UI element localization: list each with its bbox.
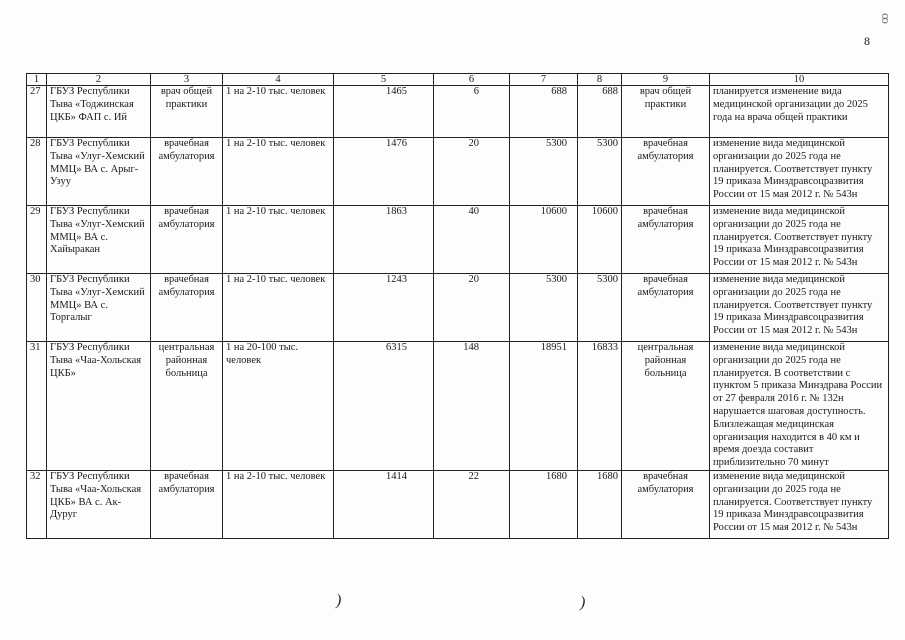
note: изменение вида медицинской организации до 2025 года не планируется. Соответствует пункту 19 приказа Минздравсоцразвития России от 15 мая 2012 г. № 543н (710, 138, 889, 206)
header-cell: 1 (27, 74, 47, 86)
header-cell: 10 (710, 74, 889, 86)
org-name: ГБУЗ Республики Тыва «Тоджинская ЦКБ» ФАП с. Ий (47, 86, 151, 138)
org-type: центральная районная больница (151, 342, 223, 471)
org-type-2025: врач общей практики (622, 86, 710, 138)
value-col8: 5300 (578, 138, 622, 206)
table-row (27, 470, 889, 538)
table-row (27, 138, 889, 206)
org-type-2025: центральная районная больница (622, 342, 710, 471)
header-cell: 2 (47, 74, 151, 86)
org-type: врачебная амбулатория (151, 206, 223, 274)
org-name: ГБУЗ Республики Тыва «Чаа-Хольская ЦКБ» ВА с. Ак-Дуруг (47, 470, 151, 538)
header-cell: 6 (434, 74, 510, 86)
header-row (27, 74, 889, 86)
row-number: 31 (27, 342, 47, 471)
value-col6: 20 (434, 138, 510, 206)
table-body (27, 74, 889, 539)
value-col6: 148 (434, 342, 510, 471)
value-col5: 1476 (334, 138, 434, 206)
value-col8: 16833 (578, 342, 622, 471)
org-type-2025: врачебная амбулатория (622, 274, 710, 342)
table-row (27, 86, 889, 138)
norm: 1 на 2-10 тыс. человек (223, 470, 334, 538)
org-type-2025: врачебная амбулатория (622, 470, 710, 538)
value-col5: 1863 (334, 206, 434, 274)
header-cell: 8 (578, 74, 622, 86)
row-number: 29 (27, 206, 47, 274)
org-type: врач общей практики (151, 86, 223, 138)
value-col8: 5300 (578, 274, 622, 342)
bottom-mark: ) (580, 594, 586, 611)
org-type: врачебная амбулатория (151, 470, 223, 538)
norm: 1 на 2-10 тыс. человек (223, 138, 334, 206)
value-col7: 5300 (510, 274, 578, 342)
value-col7: 18951 (510, 342, 578, 471)
bottom-mark: ) (336, 592, 342, 609)
header-cell: 7 (510, 74, 578, 86)
org-name: ГБУЗ Республики Тыва «Улуг-Хемский ММЦ» ВА с. Хайыракан (47, 206, 151, 274)
norm: 1 на 20-100 тыс. человек (223, 342, 334, 471)
org-type: врачебная амбулатория (151, 274, 223, 342)
value-col6: 22 (434, 470, 510, 538)
table-row (27, 342, 889, 471)
value-col5: 1465 (334, 86, 434, 138)
org-name: ГБУЗ Республики Тыва «Улуг-Хемский ММЦ» ВА с. Арыг-Узуу (47, 138, 151, 206)
value-col6: 6 (434, 86, 510, 138)
row-number: 27 (27, 86, 47, 138)
row-number: 32 (27, 470, 47, 538)
org-name: ГБУЗ Республики Тыва «Чаа-Хольская ЦКБ» (47, 342, 151, 471)
norm: 1 на 2-10 тыс. человек (223, 86, 334, 138)
org-type: врачебная амбулатория (151, 138, 223, 206)
note: изменение вида медицинской организации до 2025 года не планируется. Соответствует пункту 19 приказа Минздравсоцразвития России от 15 мая 2012 г. № 543н (710, 206, 889, 274)
header-cell: 5 (334, 74, 434, 86)
value-col7: 10600 (510, 206, 578, 274)
value-col7: 5300 (510, 138, 578, 206)
org-type-2025: врачебная амбулатория (622, 138, 710, 206)
value-col6: 40 (434, 206, 510, 274)
value-col7: 688 (510, 86, 578, 138)
header-cell: 9 (622, 74, 710, 86)
row-number: 28 (27, 138, 47, 206)
note: изменение вида медицинской организации до 2025 года не планируется. В соответствии с пунктом 5 приказа Минздрава России от 27 февраля 2016 г. № 132н нарушается шаговая доступность. Близлежащая медицинская организация находится в 40 км и время доезда составит приблизительно 70 минут (710, 342, 889, 471)
norm: 1 на 2-10 тыс. человек (223, 206, 334, 274)
value-col5: 1414 (334, 470, 434, 538)
value-col7: 1680 (510, 470, 578, 538)
row-number: 30 (27, 274, 47, 342)
org-name: ГБУЗ Республики Тыва «Улуг-Хемский ММЦ» ВА с. Торгалыг (47, 274, 151, 342)
norm: 1 на 2-10 тыс. человек (223, 274, 334, 342)
value-col6: 20 (434, 274, 510, 342)
corner-mark: ꝏ (879, 13, 891, 24)
header-cell: 3 (151, 74, 223, 86)
org-type-2025: врачебная амбулатория (622, 206, 710, 274)
table-row (27, 274, 889, 342)
value-col5: 1243 (334, 274, 434, 342)
note: планируется изменение вида медицинской организации до 2025 года на врача общей практики (710, 86, 889, 138)
note: изменение вида медицинской организации до 2025 года не планируется. Соответствует пункту 19 приказа Минздравсоцразвития России от 15 мая 2012 г. № 543н (710, 470, 889, 538)
document-table (26, 73, 889, 539)
page-number: 8 (864, 34, 870, 48)
header-cell: 4 (223, 74, 334, 86)
value-col8: 1680 (578, 470, 622, 538)
value-col8: 688 (578, 86, 622, 138)
table-row (27, 206, 889, 274)
note: изменение вида медицинской организации до 2025 года не планируется. Соответствует пункту 19 приказа Минздравсоцразвития России от 15 мая 2012 г. № 543н (710, 274, 889, 342)
value-col5: 6315 (334, 342, 434, 471)
value-col8: 10600 (578, 206, 622, 274)
